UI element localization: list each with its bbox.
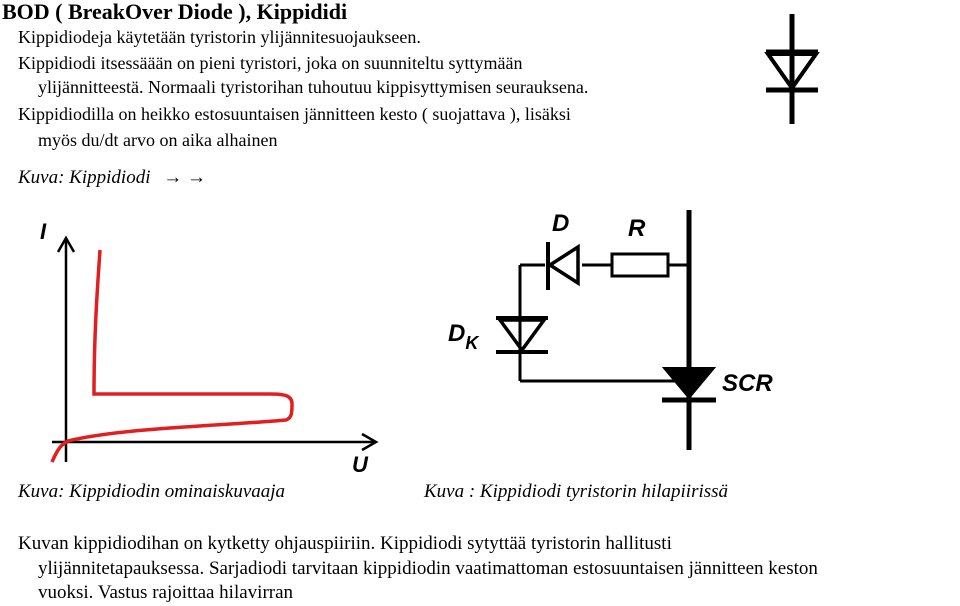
x-axis-label: U: [352, 452, 368, 477]
bottom-line-1: Kuvan kippidiodihan on kytketty ohjauspiiriin. Kippidiodi sytyttää tyristorin hallitusti: [18, 533, 672, 554]
label-dk-main: D: [448, 320, 466, 347]
intro-line-2b: ylijännitteestä. Normaali tyristorihan tuhoutuu kippisyttymisen seurauksena.: [38, 77, 589, 97]
intro-line-3b: myös du/dt arvo on aika alhainen: [38, 130, 278, 150]
label-dk: [448, 320, 479, 353]
label-dk-sub: K: [465, 333, 479, 353]
label-d: D: [552, 210, 570, 237]
scr-thyristor: [662, 368, 716, 400]
graph-caption: Kuva: Kippidiodin ominaiskuvaaja: [18, 481, 286, 502]
breakover-diode: [496, 318, 548, 352]
y-axis-label: I: [40, 219, 47, 244]
circuit-caption: Kuva : Kippidiodi tyristorin hilapiirissä: [424, 481, 729, 502]
symbol-caption-text: Kuva: Kippidiodi: [18, 167, 151, 188]
label-scr: SCR: [722, 370, 773, 397]
intro-line-1: Kippidiodeja käytetään tyristorin ylijännitesuojaukseen.: [18, 27, 421, 47]
symbol-caption-arrows: → →: [163, 167, 206, 188]
bottom-line-3: vuoksi. Vastus rajoittaa hilavirran: [38, 582, 294, 603]
series-diode: [548, 242, 578, 290]
intro-line-3a: Kippidiodilla on heikko estosuuntaisen jännitteen kesto ( suojattava ), lisäksi: [18, 104, 571, 124]
page-title: BOD ( BreakOver Diode ), Kippididi: [2, 0, 348, 24]
gate-resistor: [612, 254, 668, 276]
bottom-line-2: ylijännitetapauksessa. Sarjadiodi tarvitaan kippidiodin vaatimattoman estosuuntaisen jännitteen keston: [38, 558, 818, 579]
label-r: R: [628, 215, 646, 242]
intro-line-2a: Kippidiodi itsessäään on pieni tyristori, joka on suunniteltu syttymään: [18, 53, 523, 73]
